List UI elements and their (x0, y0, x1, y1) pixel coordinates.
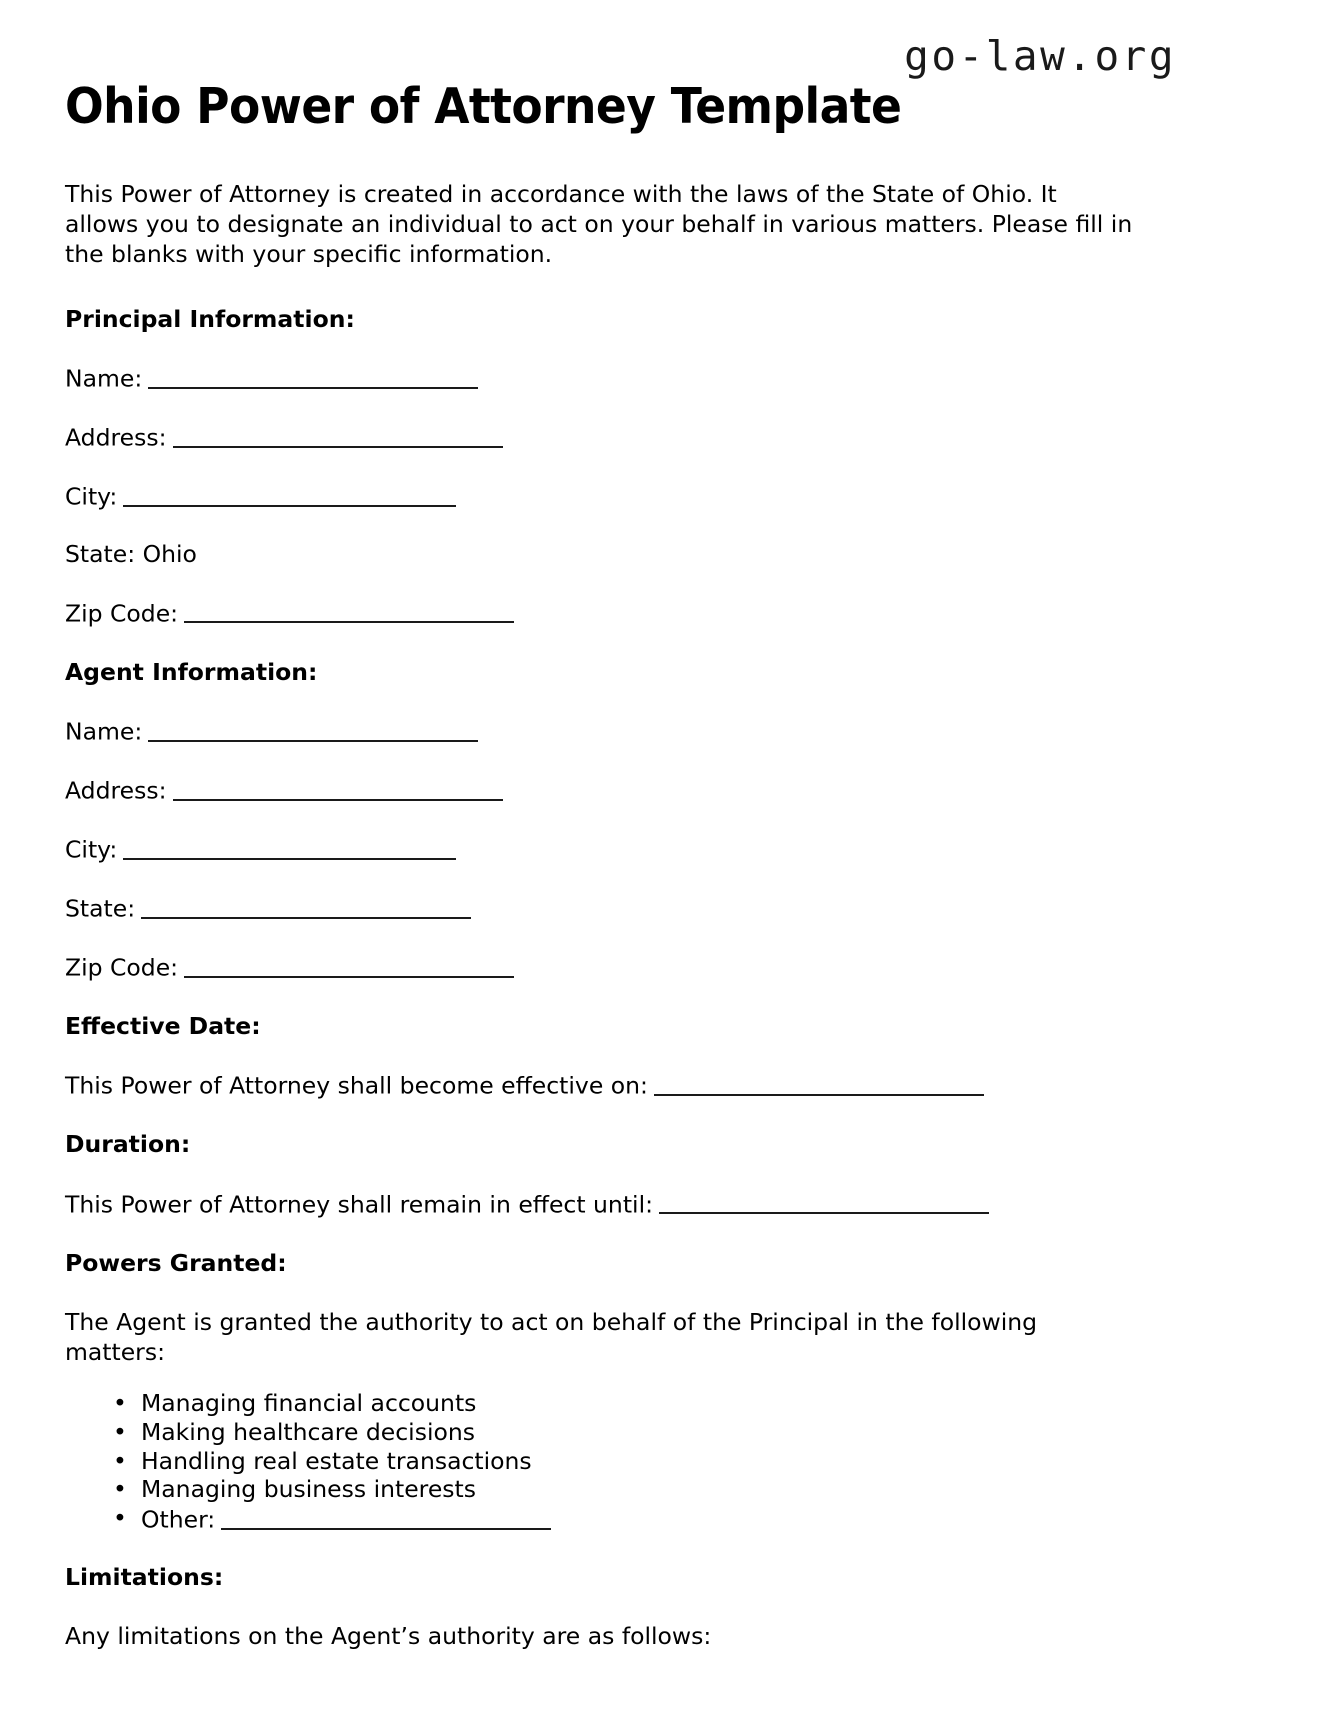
effective-date-blank[interactable] (654, 1072, 984, 1096)
list-item-label: Other: (141, 1505, 216, 1534)
page-title: Ohio Power of Attorney Template (65, 78, 902, 135)
agent-name-row (65, 716, 1145, 747)
agent-state-row (65, 893, 1145, 924)
principal-address-row (65, 422, 1145, 453)
spacer (65, 687, 1145, 716)
list-item-other (113, 1504, 1145, 1534)
spacer (65, 512, 1145, 540)
bullet-icon: • (113, 1446, 127, 1475)
limitations-heading: Limitations: (65, 1563, 224, 1592)
agent-address-label: Address: (65, 776, 167, 805)
list-item (113, 1418, 1145, 1447)
list-item-label: Managing financial accounts (141, 1389, 477, 1418)
spacer (65, 1041, 1145, 1070)
bullet-icon: • (113, 1418, 127, 1446)
spacer (65, 1278, 1145, 1307)
intro-paragraph: This Power of Attorney is created in accordance with the laws of the State of Ohio. It allows you to designate an individual to act on your behalf in various matters. Please fill in the blanks with your specific information. (65, 179, 1133, 269)
agent-city-label: City: (65, 835, 118, 864)
agent-city-row (65, 834, 1145, 865)
effective-date-label: This Power of Attorney shall become effective on: (65, 1072, 648, 1101)
agent-state-blank[interactable] (141, 895, 471, 919)
spacer (65, 983, 1145, 1012)
document-content (65, 80, 1145, 1651)
agent-zip-row (65, 952, 1145, 983)
agent-zip-blank[interactable] (184, 954, 514, 978)
list-item (113, 1475, 1145, 1504)
spacer (65, 629, 1145, 658)
spacer (65, 334, 1145, 363)
list-item-label: Making healthcare decisions (141, 1418, 475, 1446)
bullet-icon: • (113, 1475, 127, 1504)
agent-address-blank[interactable] (173, 777, 503, 801)
powers-granted-heading: Powers Granted: (65, 1248, 287, 1277)
powers-list (65, 1389, 1145, 1534)
limitations-row (65, 1622, 1145, 1651)
spacer (65, 1220, 1145, 1249)
agent-state-label: State: (65, 894, 136, 923)
principal-name-row (65, 363, 1145, 394)
spacer (65, 806, 1145, 834)
duration-label: This Power of Attorney shall remain in effect until: (65, 1190, 654, 1219)
principal-information-heading: Principal Information: (65, 305, 355, 334)
principal-zip-label: Zip Code: (65, 599, 179, 628)
principal-state-label: State: Ohio (65, 540, 197, 569)
agent-zip-label: Zip Code: (65, 953, 179, 982)
agent-information-heading: Agent Information: (65, 657, 318, 686)
list-item-label: Handling real estate transactions (141, 1446, 532, 1475)
agent-name-label: Name: (65, 717, 143, 746)
spacer (65, 747, 1145, 775)
principal-address-blank[interactable] (173, 424, 503, 448)
principal-address-label: Address: (65, 424, 167, 453)
bullet-icon: • (113, 1503, 127, 1532)
principal-city-row (65, 481, 1145, 512)
principal-name-label: Name: (65, 365, 143, 394)
spacer (65, 865, 1145, 893)
spacer (65, 1593, 1145, 1622)
agent-address-row (65, 775, 1145, 806)
spacer (65, 924, 1145, 952)
duration-row (65, 1189, 1145, 1220)
list-item-label: Managing business interests (141, 1475, 476, 1504)
spacer (65, 453, 1145, 481)
principal-city-blank[interactable] (123, 483, 456, 507)
principal-zip-row (65, 598, 1145, 629)
effective-date-heading: Effective Date: (65, 1012, 261, 1041)
spacer (65, 570, 1145, 598)
duration-heading: Duration: (65, 1130, 191, 1159)
principal-city-label: City: (65, 483, 118, 512)
effective-date-row (65, 1070, 1145, 1101)
principal-zip-blank[interactable] (184, 600, 514, 624)
spacer (65, 394, 1145, 422)
duration-blank[interactable] (659, 1191, 989, 1215)
agent-name-blank[interactable] (148, 718, 478, 742)
agent-city-blank[interactable] (123, 836, 456, 860)
spacer (65, 1534, 1145, 1563)
limitations-label: Any limitations on the Agent’s authority are as follows: (65, 1621, 712, 1650)
principal-name-blank[interactable] (148, 365, 478, 389)
principal-state-row (65, 540, 1145, 569)
spacer (65, 1101, 1145, 1130)
list-item (113, 1447, 1145, 1476)
bullet-icon: • (113, 1389, 127, 1418)
powers-other-blank[interactable] (221, 1506, 551, 1530)
site-logo: go-law.org (904, 32, 1176, 80)
list-item (113, 1389, 1145, 1418)
spacer (65, 1160, 1145, 1189)
powers-intro-paragraph: The Agent is granted the authority to act on behalf of the Principal in the following matters: (65, 1308, 1038, 1367)
